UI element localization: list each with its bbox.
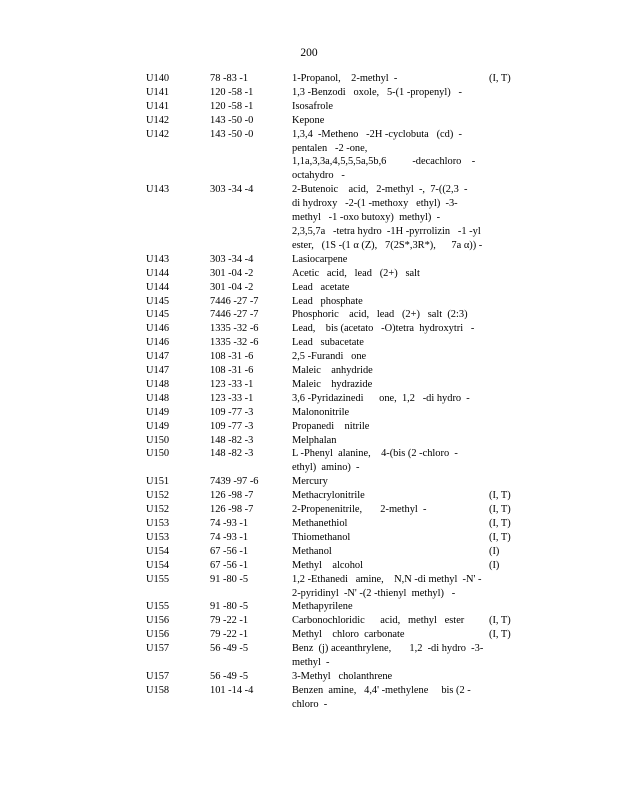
hazardous-waste-table	[146, 72, 526, 712]
substance-name: 2-Butenoic acid, 2-methyl -, 7-((2,3 - di hydroxy -2-(1 -methoxy ethyl) -3- methyl -1 -oxo butoxy) methyl) - 2,3,5,7a -tetra hydro -1H -pyrrolizin -1 -yl ester, (1S -(1 α (Z), 7(2S*,3R*), 7a α)) -	[292, 184, 483, 251]
table-row	[146, 406, 526, 420]
waste-code: U157	[146, 643, 170, 655]
waste-code: U147	[146, 351, 170, 363]
table-row	[146, 614, 526, 628]
substance-name: Lead, bis (acetato -O)tetra hydroxytri -	[292, 323, 475, 335]
cas-number: 67 -56 -1	[210, 545, 249, 557]
substance-name: Lead phosphate	[292, 295, 363, 307]
cas-number: 79 -22 -1	[210, 629, 249, 641]
substance-name: 1,3,4 -Metheno -2H -cyclobuta (cd) - pentalen -2 -one, 1,1a,3,3a,4,5,5,5a,5b,6 -decachloro - octahydro -	[292, 128, 476, 182]
waste-code: U140	[146, 73, 170, 84]
table-row	[146, 545, 526, 559]
cas-number: 74 -93 -1	[210, 518, 249, 529]
waste-code: U149	[146, 406, 170, 418]
waste-code: U153	[146, 531, 170, 543]
table-row	[146, 628, 526, 642]
substance-name: Mercury	[292, 476, 328, 488]
substance-name: 3,6 -Pyridazinedi one, 1,2 -di hydro -	[292, 392, 470, 404]
table-row	[146, 267, 526, 281]
table-row	[146, 183, 526, 253]
cas-number: 303 -34 -4	[210, 184, 254, 196]
cas-number: 303 -34 -4	[210, 253, 254, 265]
hazard-code: (I, T)	[489, 73, 511, 84]
waste-code: U154	[146, 545, 170, 557]
waste-code: U153	[146, 518, 170, 529]
cas-number: 123 -33 -1	[210, 378, 254, 390]
table-row	[146, 573, 526, 601]
table-row	[146, 447, 526, 475]
waste-code: U150	[146, 448, 170, 460]
substance-name: Methyl chloro carbonate	[292, 629, 405, 641]
substance-name: L -Phenyl alanine, 4-(bis (2 -chloro - ethyl) amino) -	[292, 448, 458, 474]
substance-name: 3-Methyl cholanthrene	[292, 670, 393, 682]
waste-code: U145	[146, 309, 170, 321]
cas-number: 79 -22 -1	[210, 615, 249, 627]
table-row	[146, 642, 526, 670]
waste-code: U148	[146, 392, 170, 404]
cas-number: 7446 -27 -7	[210, 295, 259, 307]
table-row	[146, 475, 526, 489]
substance-name: Lasiocarpene	[292, 253, 348, 265]
hazard-code: (I, T)	[489, 629, 511, 641]
substance-name: Thiomethanol	[292, 531, 351, 543]
table-row	[146, 420, 526, 434]
table-row	[146, 322, 526, 336]
table-row	[146, 559, 526, 573]
cas-number: 123 -33 -1	[210, 392, 254, 404]
table-row	[146, 308, 526, 322]
cas-number: 108 -31 -6	[210, 365, 254, 377]
substance-name: Phosphoric acid, lead (2+) salt (2:3)	[292, 309, 468, 321]
table-row	[146, 392, 526, 406]
waste-code: U141	[146, 86, 170, 98]
substance-name: Methacrylonitrile	[292, 490, 365, 502]
cas-number: 126 -98 -7	[210, 504, 254, 516]
substance-name: Methanethiol	[292, 518, 348, 529]
table-row	[146, 503, 526, 517]
waste-code: U146	[146, 323, 170, 335]
waste-code: U142	[146, 114, 170, 126]
substance-name: Isosafrole	[292, 100, 333, 112]
substance-name: Maleic anhydride	[292, 365, 373, 377]
cas-number: 120 -58 -1	[210, 100, 254, 112]
cas-number: 109 -77 -3	[210, 420, 254, 432]
cas-number: 101 -14 -4	[210, 684, 254, 696]
table-row	[146, 86, 526, 100]
waste-code: U146	[146, 337, 170, 349]
substance-name: Methyl alcohol	[292, 559, 363, 571]
substance-name: 2-Propenenitrile, 2-methyl -	[292, 504, 427, 516]
substance-name: Kepone	[292, 114, 325, 126]
hazard-code: (I)	[489, 545, 500, 557]
waste-code: U143	[146, 253, 170, 265]
cas-number: 301 -04 -2	[210, 267, 254, 279]
waste-code: U145	[146, 295, 170, 307]
hazard-code: (I, T)	[489, 490, 511, 502]
substance-name: Maleic hydrazide	[292, 378, 373, 390]
hazard-code: (I, T)	[489, 531, 511, 543]
waste-code: U142	[146, 128, 170, 140]
substance-name: 2,5 -Furandi one	[292, 351, 367, 363]
table-row	[146, 600, 526, 614]
substance-name: Methanol	[292, 545, 332, 557]
table-row	[146, 114, 526, 128]
waste-code: U147	[146, 365, 170, 377]
cas-number: 301 -04 -2	[210, 281, 254, 293]
waste-code: U154	[146, 559, 170, 571]
substance-name: Lead subacetate	[292, 337, 364, 349]
table-row	[146, 434, 526, 448]
waste-code: U157	[146, 670, 170, 682]
waste-code: U141	[146, 100, 170, 112]
waste-code: U152	[146, 504, 170, 516]
table-row	[146, 72, 526, 86]
waste-code: U155	[146, 573, 170, 585]
cas-number: 91 -80 -5	[210, 601, 249, 613]
cas-number: 1335 -32 -6	[210, 337, 259, 349]
substance-name: Methapyrilene	[292, 601, 353, 613]
table-row	[146, 517, 526, 531]
substance-name: 1,3 -Benzodi oxole, 5-(1 -propenyl) -	[292, 86, 462, 98]
substance-name: Benzen amine, 4,4' -methylene bis (2 - chloro -	[292, 684, 471, 710]
substance-name: Lead acetate	[292, 281, 350, 293]
hazard-code: (I, T)	[489, 518, 511, 529]
page-number: 200	[300, 47, 318, 59]
hazard-code: (I)	[489, 559, 500, 571]
substance-name: Benz (j) aceanthrylene, 1,2 -di hydro -3- methyl -	[292, 643, 484, 669]
substance-name: 1,2 -Ethanedi amine, N,N -di methyl -N' - 2-pyridinyl -N' -(2 -thienyl methyl) -	[292, 573, 482, 599]
table-row	[146, 253, 526, 267]
table-row	[146, 100, 526, 114]
table-row	[146, 489, 526, 503]
table-row	[146, 336, 526, 350]
cas-number: 126 -98 -7	[210, 490, 254, 502]
hazard-code: (I, T)	[489, 615, 511, 627]
waste-code: U144	[146, 267, 170, 279]
cas-number: 56 -49 -5	[210, 643, 249, 655]
cas-number: 148 -82 -3	[210, 434, 254, 446]
table-row	[146, 684, 526, 712]
cas-number: 143 -50 -0	[210, 114, 254, 126]
waste-code: U149	[146, 420, 170, 432]
cas-number: 1335 -32 -6	[210, 323, 259, 335]
cas-number: 143 -50 -0	[210, 128, 254, 140]
table-row	[146, 378, 526, 392]
table-row	[146, 128, 526, 184]
table-row	[146, 670, 526, 684]
cas-number: 148 -82 -3	[210, 448, 254, 460]
cas-number: 56 -49 -5	[210, 670, 249, 682]
table-row	[146, 295, 526, 309]
waste-code: U152	[146, 490, 170, 502]
table-row	[146, 531, 526, 545]
table-row	[146, 350, 526, 364]
cas-number: 78 -83 -1	[210, 73, 249, 84]
table-row	[146, 281, 526, 295]
table-row	[146, 364, 526, 378]
substance-name: Melphalan	[292, 434, 337, 446]
waste-code: U143	[146, 184, 170, 196]
substance-name: Acetic acid, lead (2+) salt	[292, 267, 420, 279]
hazard-code: (I, T)	[489, 504, 511, 516]
substance-name: Carbonochloridic acid, methyl ester	[292, 615, 465, 627]
substance-name: 1-Propanol, 2-methyl -	[292, 73, 398, 84]
waste-code: U151	[146, 476, 170, 488]
cas-number: 67 -56 -1	[210, 559, 249, 571]
waste-code: U150	[146, 434, 170, 446]
substance-name: Propanedi nitrile	[292, 420, 370, 432]
cas-number: 120 -58 -1	[210, 86, 254, 98]
waste-code: U148	[146, 378, 170, 390]
substance-name: Malononitrile	[292, 406, 350, 418]
waste-code: U144	[146, 281, 170, 293]
cas-number: 7439 -97 -6	[210, 476, 259, 488]
cas-number: 7446 -27 -7	[210, 309, 259, 321]
cas-number: 109 -77 -3	[210, 406, 254, 418]
cas-number: 91 -80 -5	[210, 573, 249, 585]
waste-code: U158	[146, 684, 170, 696]
waste-code: U156	[146, 615, 170, 627]
cas-number: 108 -31 -6	[210, 351, 254, 363]
waste-code: U155	[146, 601, 170, 613]
cas-number: 74 -93 -1	[210, 531, 249, 543]
waste-code: U156	[146, 629, 170, 641]
